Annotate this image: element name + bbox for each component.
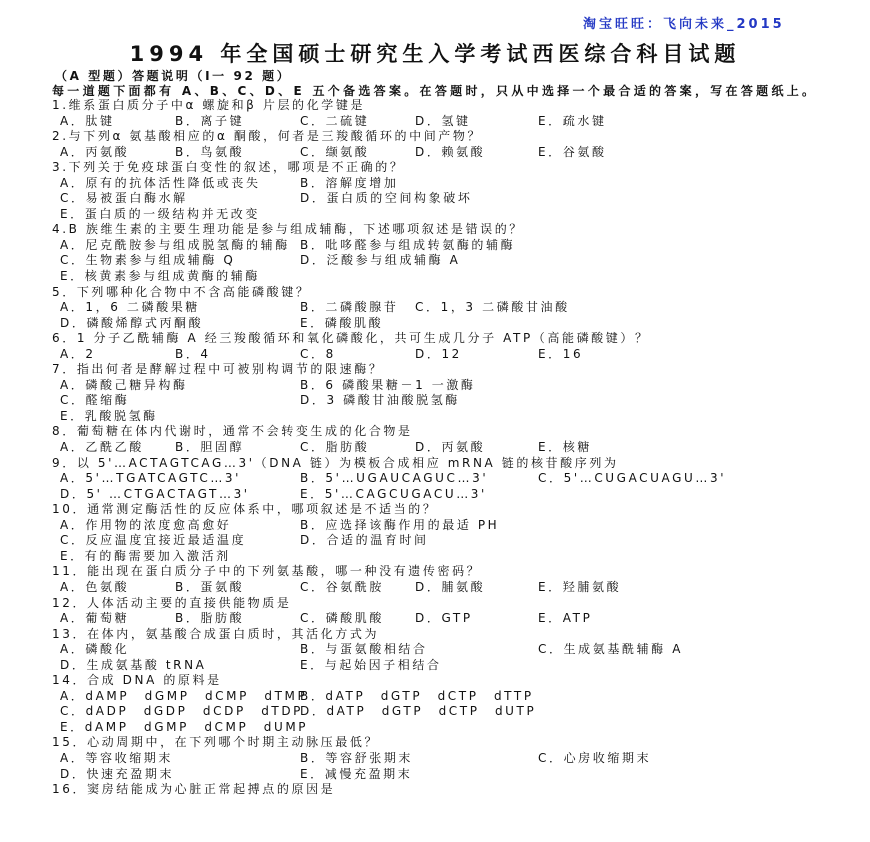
answer-option: E．蛋白质的一级结构并无改变 xyxy=(60,206,260,221)
answer-option: A．丙氨酸 xyxy=(60,144,130,159)
answer-option: A．作用物的浓度愈高愈好 xyxy=(60,517,232,532)
question-stem-line xyxy=(0,362,870,378)
answer-option: A．乙酰乙酸 xyxy=(60,440,144,455)
answer-option: C．dADP dGDP dCDP dTDP xyxy=(60,704,304,719)
answer-option: E．减慢充盈期末 xyxy=(300,766,413,781)
answer-option: D．泛酸参与组成辅酶 A xyxy=(300,253,461,268)
option-row xyxy=(0,378,870,394)
question-stem-line xyxy=(0,735,870,751)
answer-option: A．原有的抗体活性降低或丧失 xyxy=(60,175,261,190)
answer-option: C．心房收缩期末 xyxy=(538,750,652,765)
option-row xyxy=(0,316,870,332)
option-row xyxy=(0,471,870,487)
answer-option: C．反应温度宜接近最适温度 xyxy=(60,533,247,548)
answer-option: D．丙氨酸 xyxy=(415,440,486,455)
answer-option: A．5'…TGATCAGTC…3' xyxy=(60,471,242,486)
instructions: 每一道题下面都有 A、B、C、D、E 五个备选答案。在答题时，只从中选择一个最合适的答案，写在答题纸上。 xyxy=(52,84,818,98)
option-row xyxy=(0,533,870,549)
answer-option: D．12 xyxy=(415,346,462,361)
answer-option: B．与蛋氨酸相结合 xyxy=(300,642,428,657)
answer-option: E．疏水键 xyxy=(538,113,607,128)
option-row xyxy=(0,393,870,409)
answer-option: C．醛缩酶 xyxy=(60,393,130,408)
section-header: （A 型题）答题说明（Ⅰ一 92 题） xyxy=(55,69,292,83)
option-row xyxy=(0,207,870,223)
answer-option: D．dATP dGTP dCTP dUTP xyxy=(300,704,537,719)
question-stem-line xyxy=(0,782,870,798)
watermark-text: 淘宝旺旺：飞向未来_2015 xyxy=(583,17,785,32)
answer-option: B．4 xyxy=(175,346,211,361)
option-row xyxy=(0,191,870,207)
answer-option: E．ATP xyxy=(538,611,593,626)
answer-option: C．5'…CUGACUAGU…3' xyxy=(538,471,727,486)
option-row xyxy=(0,549,870,565)
answer-option: E．有的酶需要加入激活剂 xyxy=(60,548,231,563)
answer-option: B．5'…UGAUCAGUC…3' xyxy=(300,471,489,486)
answer-option: C．生物素参与组成辅酶 Q xyxy=(60,253,236,268)
answer-option: D．快速充盈期末 xyxy=(60,766,175,781)
option-row xyxy=(0,440,870,456)
answer-option: A．磷酸己糖异构酶 xyxy=(60,377,188,392)
question-stem: 13．在体内，氨基酸合成蛋白质时，其活化方式为 xyxy=(52,626,380,641)
question-list xyxy=(0,98,870,798)
answer-option: C．生成氨基酰辅酶 A xyxy=(538,642,684,657)
answer-option: B．吡哆醛参与组成转氨酶的辅酶 xyxy=(300,237,516,252)
option-row xyxy=(0,689,870,705)
answer-option: B．离子键 xyxy=(175,113,245,128)
answer-option: B．脂肪酸 xyxy=(175,611,245,626)
answer-option: C．磷酸肌酸 xyxy=(300,611,384,626)
question-stem: 14．合成 DNA 的原料是 xyxy=(52,673,222,688)
question-stem: 5．下列哪种化合物中不含高能磷酸键？ xyxy=(52,284,311,299)
option-row xyxy=(0,658,870,674)
option-row xyxy=(0,145,870,161)
answer-option: D．磷酸烯醇式丙酮酸 xyxy=(60,315,204,330)
answer-option: E．核黄素参与组成黄酶的辅酶 xyxy=(60,269,260,284)
answer-option: D．脯氨酸 xyxy=(415,579,486,594)
answer-option: B．胆固醇 xyxy=(175,440,245,455)
question-stem-line xyxy=(0,424,870,440)
question-stem-line xyxy=(0,331,870,347)
answer-option: A．1，6 二磷酸果糖 xyxy=(60,300,200,315)
question-stem: 11．能出现在蛋白质分子中的下列氨基酸，哪一种没有遗传密码？ xyxy=(52,564,482,579)
question-stem-line xyxy=(0,160,870,176)
answer-option: B．鸟氨酸 xyxy=(175,144,245,159)
question-stem: 10．通常测定酶活性的反应体系中，哪项叙述是不适当的？ xyxy=(52,502,438,517)
answer-option: C．1，3 二磷酸甘油酸 xyxy=(415,300,570,315)
answer-option: B．二磷酸腺苷 xyxy=(300,300,399,315)
question-stem-line xyxy=(0,98,870,114)
option-row xyxy=(0,518,870,534)
question-stem-line xyxy=(0,627,870,643)
question-stem: 4.B 族维生素的主要生理功能是参与组成辅酶，下述哪项叙述是错误的？ xyxy=(52,222,524,237)
answer-option: B．6 磷酸果糖－1 一激酶 xyxy=(300,377,476,392)
answer-option: C．缬氨酸 xyxy=(300,144,370,159)
option-row xyxy=(0,347,870,363)
answer-option: C．易被蛋白酶水解 xyxy=(60,191,188,206)
answer-option: C．二硫键 xyxy=(300,113,370,128)
answer-option: A．2 xyxy=(60,346,96,361)
answer-option: E．羟脯氨酸 xyxy=(538,579,622,594)
option-row xyxy=(0,269,870,285)
answer-option: C．8 xyxy=(300,346,336,361)
question-stem: 6．1 分子乙酰辅酶 A 经三羧酸循环和氧化磷酸化，共可生成几分子 ATP（高能磷酸键）？ xyxy=(52,331,650,346)
option-row xyxy=(0,767,870,783)
option-row xyxy=(0,720,870,736)
answer-option: D．氢键 xyxy=(415,113,471,128)
answer-option: E．磷酸肌酸 xyxy=(300,315,384,330)
question-stem-line xyxy=(0,596,870,612)
option-row xyxy=(0,580,870,596)
answer-option: A．色氨酸 xyxy=(60,579,130,594)
question-stem: 1.维系蛋白质分子中α 螺旋和β 片层的化学键是 xyxy=(52,98,366,112)
answer-option: B．蛋氨酸 xyxy=(175,579,245,594)
answer-option: B．溶解度增加 xyxy=(300,175,399,190)
option-row xyxy=(0,176,870,192)
option-row xyxy=(0,114,870,130)
answer-option: B．dATP dGTP dCTP dTTP xyxy=(300,688,534,703)
question-stem-line xyxy=(0,564,870,580)
option-row xyxy=(0,238,870,254)
answer-option: D．蛋白质的空间构象破坏 xyxy=(300,191,473,206)
answer-option: E．与起始因子相结合 xyxy=(300,657,442,672)
option-row xyxy=(0,642,870,658)
question-stem: 2.与下列α 氨基酸相应的α 酮酸，何者是三羧酸循环的中间产物？ xyxy=(52,129,483,144)
question-stem: 12．人体活动主要的直接供能物质是 xyxy=(52,595,292,610)
answer-option: A．葡萄糖 xyxy=(60,611,130,626)
answer-option: C．脂肪酸 xyxy=(300,440,370,455)
question-stem: 16．窦房结能成为心脏正常起搏点的原因是 xyxy=(52,782,336,797)
answer-option: E．5'…CAGCUGACU…3' xyxy=(300,486,487,501)
question-stem: 3.下列关于免疫球蛋白变性的叙述，哪项是不正确的？ xyxy=(52,160,405,175)
answer-option: B．等容舒张期末 xyxy=(300,750,414,765)
question-stem-line xyxy=(0,456,870,472)
answer-option: D．5' …CTGACTAGT…3' xyxy=(60,486,250,501)
answer-option: C．谷氨酰胺 xyxy=(300,579,384,594)
answer-option: A．尼克酰胺参与组成脱氢酶的辅酶 xyxy=(60,237,290,252)
question-stem: 15．心动周期中，在下列哪个时期主动脉压最低？ xyxy=(52,735,380,750)
option-row xyxy=(0,611,870,627)
answer-option: D．生成氨基酸 tRNA xyxy=(60,657,207,672)
answer-option: D．合适的温育时间 xyxy=(300,533,429,548)
answer-option: E．谷氨酸 xyxy=(538,144,607,159)
question-stem-line xyxy=(0,285,870,301)
answer-option: B．应选择该酶作用的最适 PH xyxy=(300,517,500,532)
answer-option: A．等容收缩期末 xyxy=(60,750,174,765)
answer-option: A．肽键 xyxy=(60,113,115,128)
question-stem-line xyxy=(0,222,870,238)
option-row xyxy=(0,409,870,425)
question-stem: 7．指出何者是酵解过程中可被别构调节的限速酶？ xyxy=(52,362,384,377)
option-row xyxy=(0,487,870,503)
question-stem-line xyxy=(0,129,870,145)
option-row xyxy=(0,751,870,767)
answer-option: E．dAMP dGMP dCMP dUMP xyxy=(60,719,309,734)
answer-option: D．GTP xyxy=(415,611,473,626)
answer-option: D．赖氨酸 xyxy=(415,144,486,159)
option-row xyxy=(0,704,870,720)
option-row xyxy=(0,253,870,269)
question-stem: 9．以 5'…ACTAGTCAG…3'（DNA 链）为模板合成相应 mRNA 链的核苷酸序列为 xyxy=(52,455,619,470)
answer-option: E．16 xyxy=(538,346,584,361)
answer-option: A．dAMP dGMP dCMP dTMP xyxy=(60,688,308,703)
question-stem-line xyxy=(0,673,870,689)
answer-option: D．3 磷酸甘油酸脱氢酶 xyxy=(300,393,460,408)
answer-option: A．磷酸化 xyxy=(60,642,130,657)
question-stem-line xyxy=(0,502,870,518)
option-row xyxy=(0,300,870,316)
answer-option: E．乳酸脱氢酶 xyxy=(60,408,158,423)
answer-option: E．核糖 xyxy=(538,440,592,455)
question-stem: 8．葡萄糖在体内代谢时，通常不会转变生成的化合物是 xyxy=(52,424,413,439)
page-title: 1994 年全国硕士研究生入学考试西医综合科目试题 xyxy=(129,42,741,66)
